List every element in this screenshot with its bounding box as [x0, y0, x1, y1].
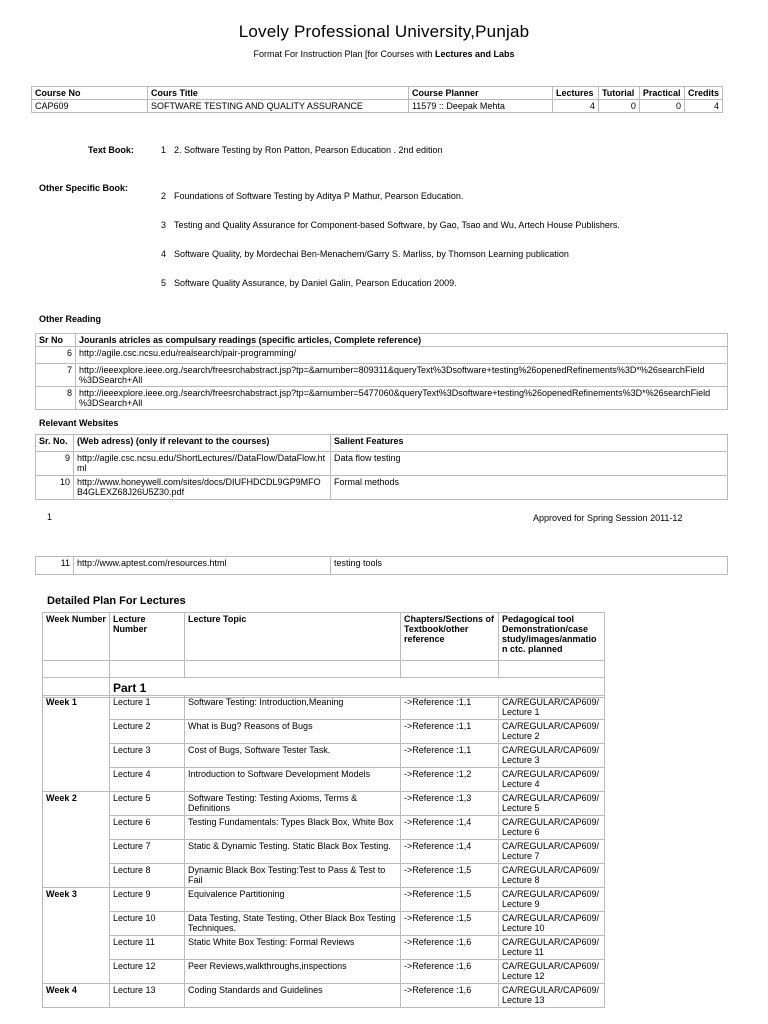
approved-note: Approved for Spring Session 2011-12	[533, 513, 683, 523]
other-book-label: Other Specific Book:	[39, 183, 129, 193]
course-no: CAP609	[32, 100, 148, 113]
table-row	[36, 452, 728, 476]
text-book-label: Text Book:	[88, 145, 134, 155]
reference-cell: ->Reference :1,6	[401, 936, 499, 960]
lecture-number-cell: Lecture 5	[110, 792, 185, 816]
lecture-topic-cell: Static & Dynamic Testing. Static Black Box Testing.	[185, 840, 401, 864]
pedagogical-tool-cell: CA/REGULAR/CAP609/ Lecture 6	[499, 816, 605, 840]
lecture-number-cell: Lecture 7	[110, 840, 185, 864]
tutorial-header: Tutorial	[598, 87, 639, 100]
lecture-number-cell: Lecture 12	[110, 960, 185, 984]
pedagogical-tool-cell: CA/REGULAR/CAP609/ Lecture 3	[499, 744, 605, 768]
week-cell	[43, 768, 110, 792]
other-reading-header-row	[36, 334, 728, 347]
website-feature-header: Salient Features	[331, 435, 728, 452]
other-book-num: 5	[161, 278, 167, 288]
course-title-header: Cours Title	[147, 87, 408, 100]
reference-cell: ->Reference :1,6	[401, 984, 499, 1008]
lecture-topic-cell: Equivalence Partitioning	[185, 888, 401, 912]
reference-cell: ->Reference :1,5	[401, 912, 499, 936]
table-row	[43, 816, 605, 840]
practical-header: Practical	[639, 87, 684, 100]
pedagogical-tool-cell: CA/REGULAR/CAP609/ Lecture 13	[499, 984, 605, 1008]
lecture-topic-cell: Static White Box Testing: Formal Reviews	[185, 936, 401, 960]
pedagogical-tool-cell: CA/REGULAR/CAP609/ Lecture 7	[499, 840, 605, 864]
website-url: http://www.aptest.com/resources.html	[74, 557, 331, 575]
other-book-num: 2	[161, 191, 167, 201]
table-row	[43, 864, 605, 888]
course-table	[31, 86, 723, 113]
lecture-number-cell: Lecture 2	[110, 720, 185, 744]
table-row	[36, 364, 728, 387]
blank-row	[43, 661, 605, 678]
reference-cell: ->Reference :1,5	[401, 888, 499, 912]
lecture-number-header: Lecture Number	[110, 613, 185, 661]
lecture-topic-cell: Peer Reviews,walkthroughs,inspections	[185, 960, 401, 984]
other-reading-label: Other Reading	[39, 314, 102, 324]
reference-cell: ->Reference :1,4	[401, 816, 499, 840]
week-cell: Week 3	[43, 888, 110, 912]
pedagogical-tool-cell: CA/REGULAR/CAP609/ Lecture 11	[499, 936, 605, 960]
reference-cell: ->Reference :1,1	[401, 744, 499, 768]
lecture-topic-cell: Testing Fundamentals: Types Black Box, White Box	[185, 816, 401, 840]
other-book-text: Software Quality, by Mordechai Ben-Menachem/Garry S. Marliss, by Thomson Learning publication	[174, 249, 569, 259]
lecture-number-cell: Lecture 4	[110, 768, 185, 792]
credits-count: 4	[684, 100, 722, 113]
reading-sr: 6	[36, 347, 76, 364]
lecture-number-cell: Lecture 1	[110, 696, 185, 720]
format-subtitle	[0, 49, 768, 59]
pedagogical-tool-cell: CA/REGULAR/CAP609/ Lecture 2	[499, 720, 605, 744]
lecture-topic-header: Lecture Topic	[185, 613, 401, 661]
website-url-header: (Web adress) (only if relevant to the courses)	[74, 435, 331, 452]
reference-cell: ->Reference :1,3	[401, 792, 499, 816]
websites-header-row	[36, 435, 728, 452]
reference-cell: ->Reference :1,1	[401, 696, 499, 720]
week-cell	[43, 960, 110, 984]
table-row	[43, 792, 605, 816]
lecture-number-cell: Lecture 8	[110, 864, 185, 888]
part-label: Part 1	[110, 678, 605, 698]
week-cell	[43, 720, 110, 744]
lecture-number-cell: Lecture 6	[110, 816, 185, 840]
week-cell: Week 1	[43, 696, 110, 720]
lecture-topic-cell: Software Testing: Introduction,Meaning	[185, 696, 401, 720]
reading-ref: http://ieeexplore.ieee.org./search/freesrchabstract.jsp?tp=&arnumber=5477060&queryText%3Dsoftware+testing%26openedRefinements%3D*%26searchField %3DSearch+All	[76, 387, 728, 410]
text-book-text: 2. Software Testing by Ron Patton, Pearson Education . 2nd edition	[174, 145, 443, 155]
week-number-header: Week Number	[43, 613, 110, 661]
lecture-number-cell: Lecture 3	[110, 744, 185, 768]
page-number: 1	[47, 512, 53, 522]
table-row	[43, 744, 605, 768]
lecture-topic-cell: Coding Standards and Guidelines	[185, 984, 401, 1008]
course-no-header: Course No	[32, 87, 148, 100]
reading-sr: 8	[36, 387, 76, 410]
course-planner: 11579 :: Deepak Mehta	[408, 100, 552, 113]
week-cell	[43, 744, 110, 768]
lecture-topic-cell: Cost of Bugs, Software Tester Task.	[185, 744, 401, 768]
table-row	[43, 912, 605, 936]
other-book-text: Testing and Quality Assurance for Component-based Software, by Gao, Tsao and Wu, Artech House Publishers.	[174, 220, 620, 230]
tutorial-count: 0	[598, 100, 639, 113]
reference-header: Chapters/Sections of Textbook/other reference	[401, 613, 499, 661]
website-url: http://www.honeywell.com/sites/docs/DIUFHDCDL9GP9MFO B4GLEXZ68J26U5Z30.pdf	[74, 476, 331, 500]
course-header-row	[32, 87, 723, 100]
other-book-text: Software Quality Assurance, by Daniel Galin, Pearson Education 2009.	[174, 278, 457, 288]
lecture-number-cell: Lecture 10	[110, 912, 185, 936]
reading-sr: 7	[36, 364, 76, 387]
week-cell	[43, 936, 110, 960]
table-row	[43, 960, 605, 984]
lectures-count: 4	[552, 100, 598, 113]
week-cell	[43, 816, 110, 840]
table-row	[36, 387, 728, 410]
practical-count: 0	[639, 100, 684, 113]
websites-table-continued	[35, 556, 728, 575]
format-subtitle-bold: Lectures and Labs	[435, 49, 515, 59]
sr-no-header: Sr No	[36, 334, 76, 347]
table-row	[43, 936, 605, 960]
lecture-number-cell: Lecture 11	[110, 936, 185, 960]
reading-ref: http://ieeexplore.ieee.org./search/freesrchabstract.jsp?tp=&arnumber=809311&queryText%3Dsoftware+testing%26openedRefinements%3D*%26searchField %3DSearch+All	[76, 364, 728, 387]
table-row	[43, 888, 605, 912]
credits-header: Credits	[684, 87, 722, 100]
table-row	[43, 984, 605, 1008]
lecture-topic-cell: Dynamic Black Box Testing:Test to Pass & Test to Fail	[185, 864, 401, 888]
lecture-number-cell: Lecture 13	[110, 984, 185, 1008]
website-feature: testing tools	[331, 557, 728, 575]
table-row	[36, 476, 728, 500]
plan-title: Detailed Plan For Lectures	[47, 595, 186, 607]
lecture-topic-cell: Data Testing, State Testing, Other Black Box Testing Techniques.	[185, 912, 401, 936]
other-book-text: Foundations of Software Testing by Aditya P Mathur, Pearson Education.	[174, 191, 464, 201]
course-title: SOFTWARE TESTING AND QUALITY ASSURANCE	[147, 100, 408, 113]
reference-cell: ->Reference :1,1	[401, 720, 499, 744]
websites-table	[35, 434, 728, 500]
week-cell	[43, 840, 110, 864]
lecture-topic-cell: Software Testing: Testing Axioms, Terms & Definitions	[185, 792, 401, 816]
table-row	[43, 768, 605, 792]
reference-header: Jouranls atricles as compulsary readings (specific articles, Complete reference)	[76, 334, 728, 347]
plan-header-row	[43, 613, 605, 661]
week-cell	[43, 912, 110, 936]
lecture-topic-cell: What is Bug? Reasons of Bugs	[185, 720, 401, 744]
lecture-topic-cell: Introduction to Software Development Models	[185, 768, 401, 792]
table-row	[43, 696, 605, 720]
website-sr: 10	[36, 476, 74, 500]
table-row	[36, 347, 728, 364]
lecture-plan-table	[42, 612, 605, 698]
table-row	[36, 557, 728, 575]
week-cell: Week 4	[43, 984, 110, 1008]
format-subtitle-prefix: Format For Instruction Plan [for Courses with	[253, 49, 436, 59]
website-sr: 11	[36, 557, 74, 575]
pedagogical-tool-cell: CA/REGULAR/CAP609/ Lecture 9	[499, 888, 605, 912]
reference-cell: ->Reference :1,5	[401, 864, 499, 888]
lecture-number-cell: Lecture 9	[110, 888, 185, 912]
reference-cell: ->Reference :1,4	[401, 840, 499, 864]
pedagogical-tool-cell: CA/REGULAR/CAP609/ Lecture 10	[499, 912, 605, 936]
week-cell: Week 2	[43, 792, 110, 816]
website-sr: 9	[36, 452, 74, 476]
course-value-row	[32, 100, 723, 113]
pedagogical-tool-cell: CA/REGULAR/CAP609/ Lecture 8	[499, 864, 605, 888]
week-cell	[43, 864, 110, 888]
other-reading-table	[35, 333, 728, 410]
course-planner-header: Course Planner	[408, 87, 552, 100]
lectures-header: Lectures	[552, 87, 598, 100]
reading-ref: http://agile.csc.ncsu.edu/realsearch/pair-programming/	[76, 347, 728, 364]
website-url: http://agile.csc.ncsu.edu/ShortLectures//DataFlow/DataFlow.ht ml	[74, 452, 331, 476]
pedagogical-tool-cell: CA/REGULAR/CAP609/ Lecture 5	[499, 792, 605, 816]
lecture-plan-rows	[42, 695, 605, 1008]
website-feature: Data flow testing	[331, 452, 728, 476]
pedagogical-tool-header: Pedagogical tool Demonstration/case study/images/anmatio n ctc. planned	[499, 613, 605, 661]
pedagogical-tool-cell: CA/REGULAR/CAP609/ Lecture 12	[499, 960, 605, 984]
table-row	[43, 840, 605, 864]
pedagogical-tool-cell: CA/REGULAR/CAP609/ Lecture 4	[499, 768, 605, 792]
other-book-num: 4	[161, 249, 167, 259]
university-title: Lovely Professional University,Punjab	[238, 22, 530, 41]
reference-cell: ->Reference :1,6	[401, 960, 499, 984]
text-book-num: 1	[161, 145, 167, 155]
other-book-num: 3	[161, 220, 167, 230]
table-row	[43, 720, 605, 744]
reference-cell: ->Reference :1,2	[401, 768, 499, 792]
website-feature: Formal methods	[331, 476, 728, 500]
pedagogical-tool-cell: CA/REGULAR/CAP609/ Lecture 1	[499, 696, 605, 720]
website-sr-header: Sr. No.	[36, 435, 74, 452]
websites-label: Relevant Websites	[39, 418, 119, 428]
